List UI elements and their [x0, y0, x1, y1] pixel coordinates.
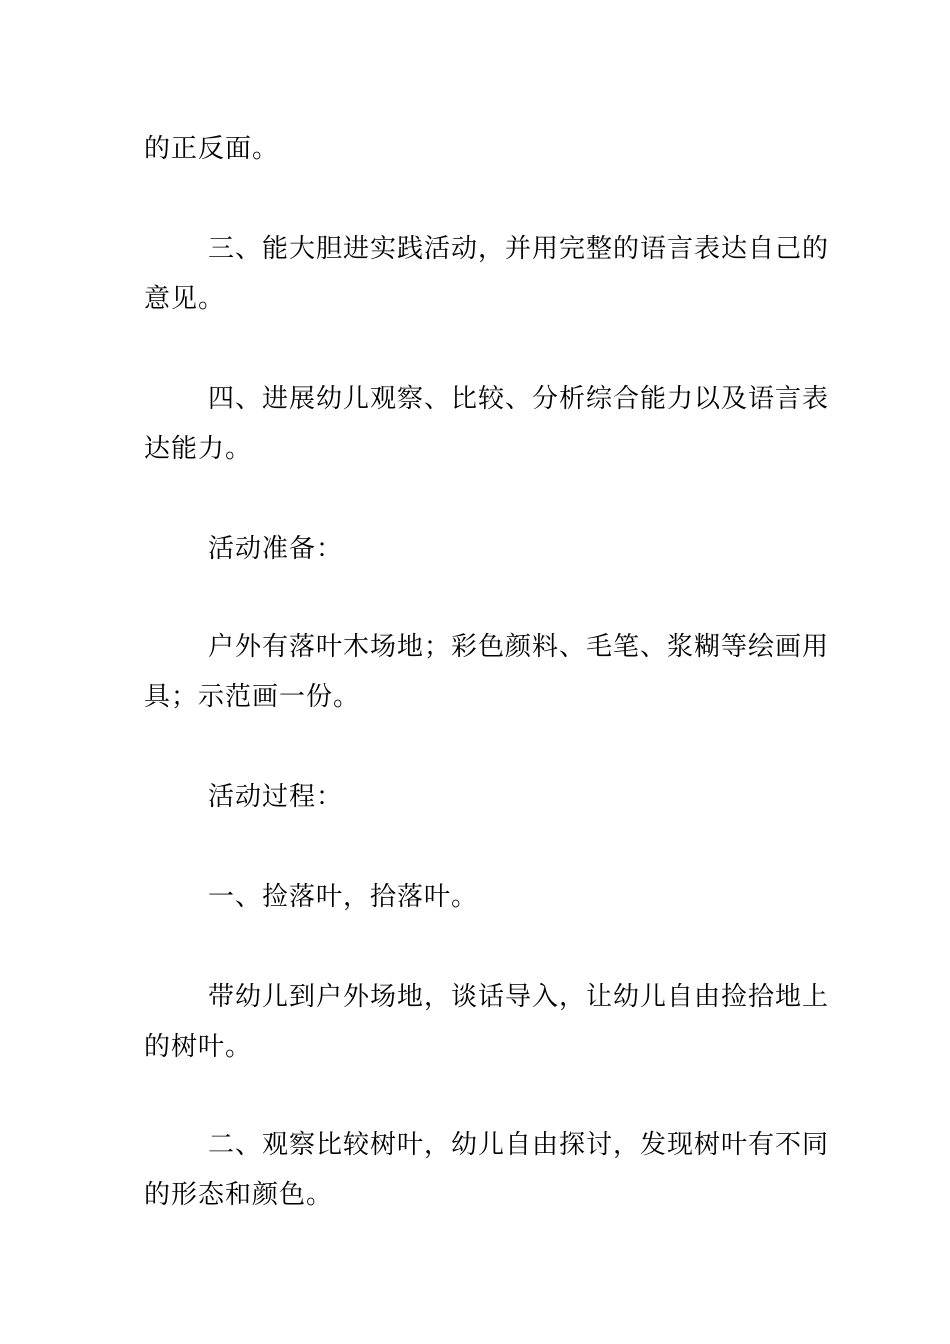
- paragraph-line: 的形态和颜色。: [144, 1180, 334, 1210]
- paragraph-line: 达能力。: [144, 434, 253, 464]
- step-heading: 二、观察比较树叶，幼儿自由探讨，发现树叶有不同: [208, 1130, 830, 1160]
- paragraph-line: 的树叶。: [144, 1032, 253, 1062]
- section-heading: 活动过程：: [208, 782, 344, 812]
- paragraph-line: 户外有落叶木场地；彩色颜料、毛笔、浆糊等绘画用: [208, 632, 830, 662]
- step-heading: 一、捡落叶，拾落叶。: [208, 882, 479, 912]
- paragraph-line: 的正反面。: [144, 134, 280, 164]
- paragraph-line: 四、进展幼儿观察、比较、分析综合能力以及语言表: [208, 384, 830, 414]
- section-heading: 活动准备：: [208, 534, 344, 564]
- paragraph-line: 意见。: [144, 284, 226, 314]
- paragraph-line: 具；示范画一份。: [144, 682, 361, 712]
- paragraph-line: 带幼儿到户外场地，谈话导入，让幼儿自由捡拾地上: [208, 982, 830, 1012]
- paragraph-line: 三、能大胆进实践活动，并用完整的语言表达自己的: [208, 234, 830, 264]
